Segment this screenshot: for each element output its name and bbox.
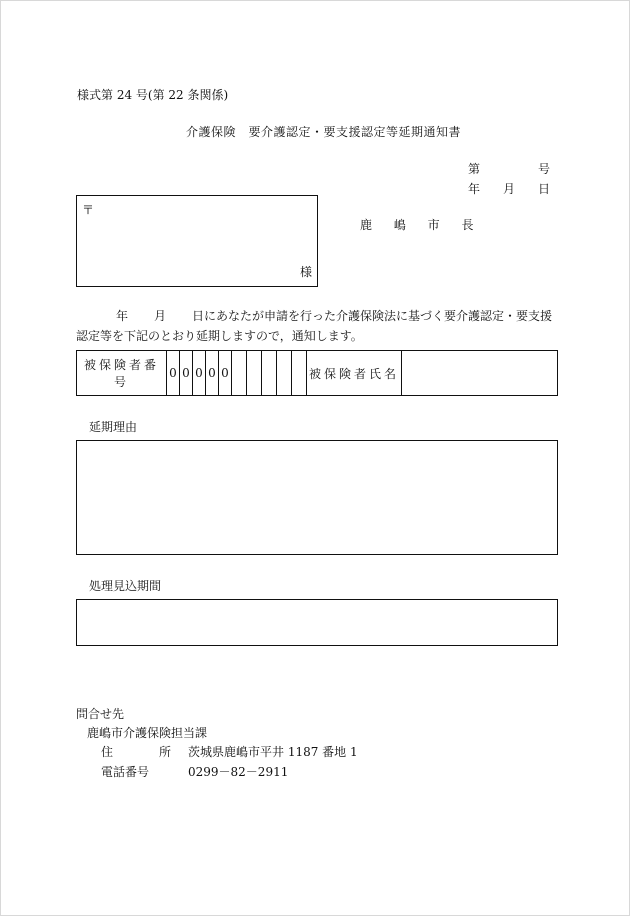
contact-title: 問合せ先 (76, 707, 125, 721)
reference-number-row (468, 160, 550, 177)
document-title: 介護保険 要介護認定・要支援認定等延期通知書 (186, 125, 462, 139)
reference-month: 月 (502, 182, 515, 196)
contact-address-label (101, 743, 171, 760)
address-label-char: 住 (101, 745, 114, 759)
body-month: 月 (154, 309, 167, 323)
expected-period-label: 処理見込期間 (89, 579, 162, 593)
contact-phone-row (101, 763, 288, 780)
insured-number-digit[interactable]: 0 (180, 351, 193, 396)
reference-day: 日 (537, 182, 550, 196)
reference-date-row (468, 180, 550, 197)
insured-number-digit[interactable]: 0 (206, 351, 219, 396)
reference-dai: 第 (468, 162, 481, 176)
body-year: 年 (116, 309, 129, 323)
insured-info-table (76, 350, 558, 396)
insured-number-digit[interactable] (247, 351, 262, 396)
contact-address-value: 茨城県鹿嶋市平井 1187 番地 1 (188, 745, 358, 759)
contact-address-row (101, 743, 358, 760)
reference-year: 年 (468, 182, 481, 196)
insured-number-digit[interactable]: 0 (167, 351, 180, 396)
postponement-reason-label: 延期理由 (89, 420, 138, 434)
issuer-mayor: 鹿 嶋 市 長 (360, 218, 483, 232)
recipient-address-box[interactable] (76, 195, 318, 287)
insured-number-digit[interactable]: 0 (193, 351, 206, 396)
insured-number-digit[interactable] (292, 351, 307, 396)
reference-go: 号 (537, 162, 550, 176)
insured-number-digit[interactable] (262, 351, 277, 396)
notice-body (76, 306, 558, 346)
insured-name-label: 被保険者氏名 (307, 351, 402, 396)
insured-number-digit[interactable]: 0 (219, 351, 232, 396)
contact-phone-label: 電話番号 (101, 765, 150, 779)
contact-department: 鹿嶋市介護保険担当課 (87, 726, 208, 740)
postal-mark: 〒 (82, 203, 95, 217)
postponement-reason-box[interactable] (76, 440, 558, 555)
insured-number-label: 被保険者番号 (77, 351, 167, 396)
body-text: 日にあなたが申請を行った介護保険法に基づく要介護認定・要支援認定等を下記のとおり延期しますので，通知します。 (76, 309, 553, 343)
contact-phone-value: 0299－82－2911 (188, 765, 289, 779)
address-label-char: 所 (158, 745, 171, 759)
insured-name-field[interactable] (402, 351, 558, 396)
insured-number-digit[interactable] (232, 351, 247, 396)
honorific-sama: 様 (299, 265, 312, 279)
insured-number-digit[interactable] (277, 351, 292, 396)
expected-period-box[interactable] (76, 599, 558, 646)
form-number: 様式第 24 号(第 22 条関係) (77, 88, 229, 102)
